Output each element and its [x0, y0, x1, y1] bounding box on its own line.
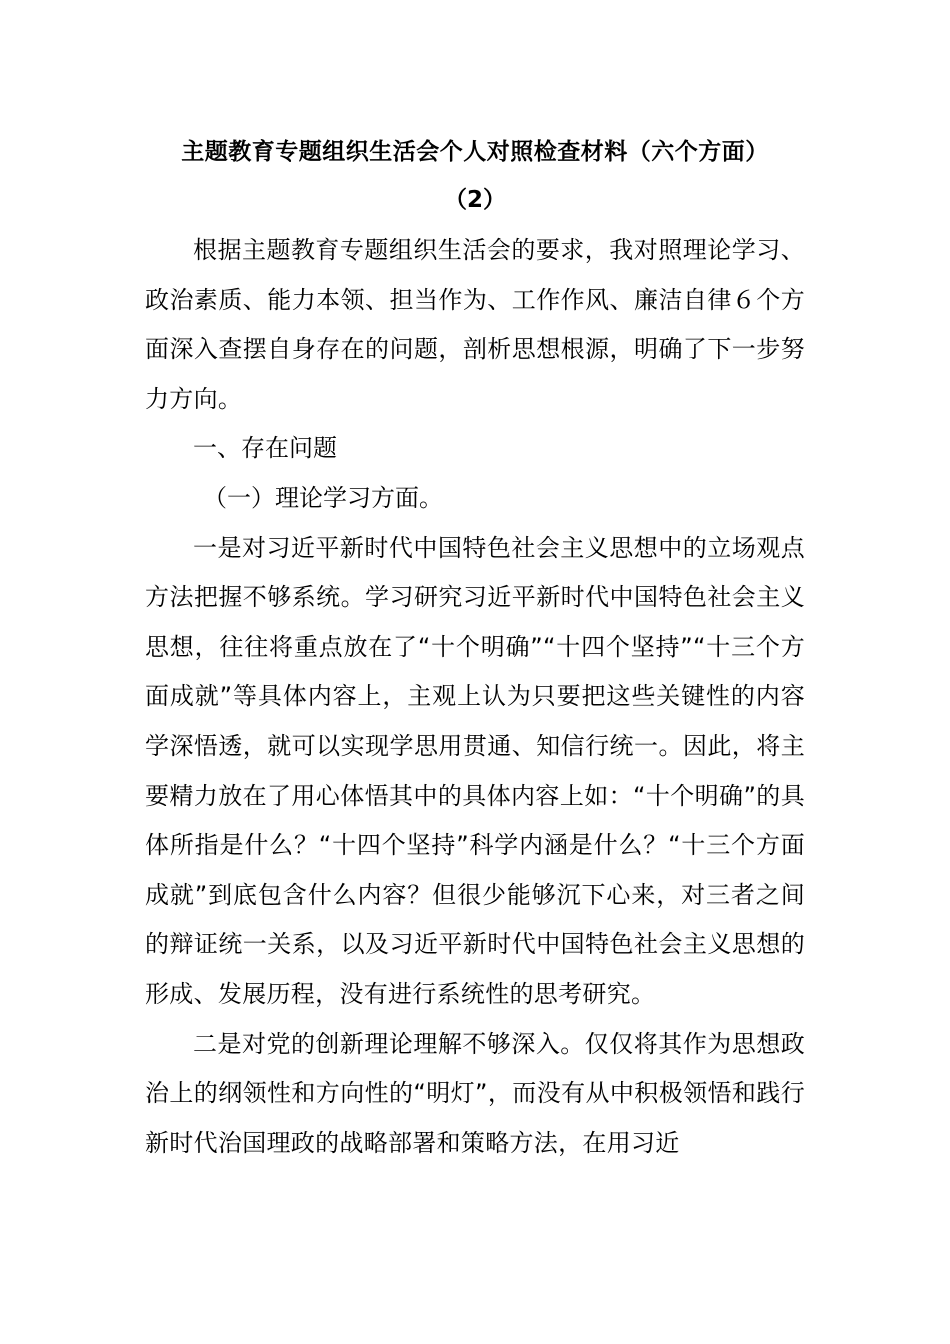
document-title: 主题教育专题组织生活会个人对照检查材料（六个方面） [181, 139, 769, 165]
intro-paragraph: 根据主题教育专题组织生活会的要求，我对照理论学习、政治素质、能力本领、担当作为、工作作风、廉洁自律６个方面深入查摆自身存在的问题，剖析思想根源，明确了下一步努力方向。 [145, 236, 805, 413]
document-page [145, 128, 805, 1168]
body-paragraph-2: 二是对党的创新理论理解不够深入。仅仅将其作为思想政治上的纲领性和方向性的“明灯”，而没有从中积极领悟和践行新时代治国理政的战略部署和策略方法，在用习近 [145, 1029, 805, 1157]
section-heading-problems: 一、存在问题 [193, 434, 337, 463]
subsection-heading-theory-study: （一）理论学习方面。 [203, 483, 443, 512]
body-paragraph-1: 一是对习近平新时代中国特色社会主义思想中的立场观点方法把握不够系统。学习研究习近平新时代中国特色社会主义思想，往往将重点放在了“十个明确”“十四个坚持”“十三个方面成就”等具体内容上，主观上认为只要把这些关键性的内容学深悟透，就可以实现学思用贯通、知信行统一。因此，将主要精力放在了用心体悟其中的具体内容上如：“十个明确”的具体所指是什么？“十四个坚持”科学内涵是什么？“十三个方面成就”到底包含什么内容？但很少能够沉下心来，对三者之间的辩证统一关系，以及习近平新时代中国特色社会主义思想的形成、发展历程，没有进行系统性的思考研究。 [145, 533, 806, 1008]
document-title-number: （2） [443, 187, 506, 213]
